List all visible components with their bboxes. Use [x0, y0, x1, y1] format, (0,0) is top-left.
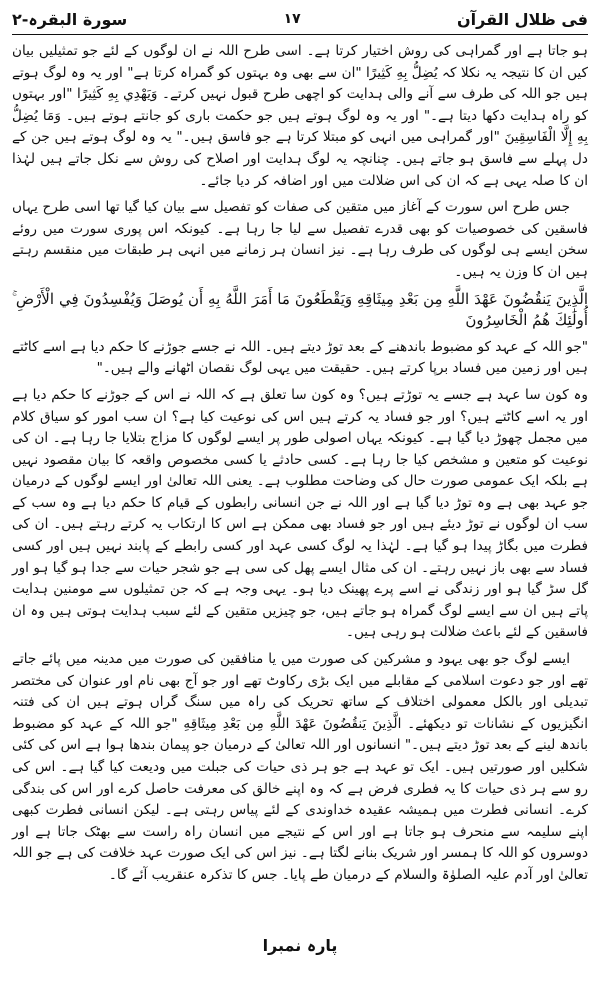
paragraph-2: جس طرح اس سورت کے آغاز میں متقین کی صفات کو تفصیل سے بیان کیا گیا تھا اسی طرح یہاں فاسقین کی خصوصیات کو بھی قدرے تفصیل سے لیا جا رہا ہے۔ کیونکہ اس پوری سورت میں روئے سخن ایسے ہی لوگوں کی طرف رہا ہے۔ نیز انسان ہر زمانے میں انہی ہر طبقات میں منقسم رہتے ہیں ان کا وزن یہ ہیں۔ — [12, 199, 588, 280]
book-title: فی ظلال القرآن — [456, 9, 588, 29]
paragraph-3: وہ کون سا عہد ہے جسے یہ توڑتے ہیں؟ وہ کون سا تعلق ہے کہ اللہ نے اس کے جوڑنے کا حکم دیا ہے اور یہ اسے کاٹتے ہیں؟ اور جو فساد یہ کرتے ہیں اس کی نوعیت کیا ہے؟ ان سب امور کو سیاق کلام میں مجمل چھوڑ دیا گیا ہے۔ کیونکہ یہاں اصولی طور پر ایسے لوگوں کا مزاج بتلایا جا رہا ہے۔ ان کی نوعیت کو متعین و مشخص کیا جا رہا ہے۔ کسی حادثے یا کسی مخصوص واقعہ کا بیان مقصود نہیں ہے بلکہ ایک عمومی صورت حال کی وضاحت مطلوب ہے۔ یعنی اللہ تعالیٰ اور ایسے لوگوں کے درمیان جو عہد بھی ہے وہ توڑ دیا گیا ہے اور اللہ نے جن انسانی رابطوں کے قیام کا حکم دیا ہے وہ سب کے سب ان لوگوں نے توڑ دیئے ہیں اور جو فساد بھی ممکن ہے اس کا ارتکاب یہ کرتے رہتے ہیں۔ ان کی فطرت میں بگاڑ پیدا ہو گیا ہے۔ لہٰذا یہ لوگ کسی عہد اور کسی رابطے کے پابند نہیں ہیں اور کسی فساد سے بھی باز نہیں رہتے۔ ان کی مثال ایسے پھل کی سی ہے جو شجر حیات سے جدا ہو گیا ہو اور گل سڑ گیا ہو اور زندگی نے اسے پرے پھینک دیا ہو۔ یہی وجہ ہے کہ جن تمثیلوں سے مومنین ہدایت پاتے ہیں ان سے ایسے لوگ گمراہ ہو جاتے ہیں، جو چیزیں متقین کے لئے سبب ہدایت ہوتی ہیں وہ ان فاسقین کے لئے باعث ضلالت ہو رہی ہیں۔ — [12, 386, 588, 641]
quran-verse: الَّذِينَ يَنقُضُونَ عَهْدَ اللَّهِ مِن بَعْدِ مِيثَاقِهِ وَيَقْطَعُونَ مَا أَمَرَ اللَّهُ بِهِ أَن يُوصَلَ وَيُفْسِدُونَ فِي الْأَرْضِ ۚ أُولَٰئِكَ هُمُ الْخَاسِرُونَ — [12, 289, 588, 330]
verse-translation: "جو اللہ کے عہد کو مضبوط باندھنے کے بعد توڑ دیتے ہیں۔ اللہ نے جسے جوڑنے کا حکم دیا ہے اسے کاٹتے ہیں اور زمین میں فساد برپا کرتے ہیں۔ حقیقت میں یہی لوگ نقصان اٹھانے والے ہیں۔" — [12, 338, 588, 377]
paragraph-4: ایسے لوگ جو بھی یہود و مشرکین کی صورت میں یا منافقین کی صورت میں مدینہ میں پائے جاتے تھے اور جو دعوت اسلامی کے مقابلے میں ایک بڑی رکاوٹ تھے اور جو آج بھی نام اور عنوان کی مختصر تبدیلی اور بالکل معمولی اختلاف کے ساتھ تحریک کی راہ میں سنگ گراں ہوتے ہیں ان کی فتنہ انگیزیوں کے نشانات تو دیکھئے۔ الَّذِينَ يَنقُضُونَ عَهْدَ اللَّهِ مِن بَعْدِ مِيثَاقِهِ "جو اللہ کے عہد کو مضبوط باندھ لینے کے بعد توڑ دیتے ہیں۔" انسانوں اور اللہ تعالیٰ کے درمیان جو پیمان بندھا ہوا ہے اس کی کئی شکلیں اور صورتیں ہیں۔ ایک تو عہد ہے جو ہر ذی حیات کی جبلت میں ودیعت کیا گیا ہے۔ اس کی رو سے ہر ذی حیات کا یہ فطری فرض ہے کہ وہ اپنے خالق کی معرفت حاصل کرے اور اس کی بندگی کرے۔ انسانی فطرت میں ہمیشہ عقیدہ خداوندی کے لئے پیاس رہتی ہے۔ لیکن انسانی فطرت کبھی اپنے سلیمہ سے منحرف ہو جاتا ہے اور اس کے نتیجے میں انسان راہ راست سے بھٹک جاتا ہے اور دوسروں کو اللہ کا ہمسر اور شریک بنانے لگتا ہے۔ نیز اس کی ایک صورت عہد خلافت کی ہے جو اللہ تعالیٰ اور آدم علیہ الصلوٰۃ والسلام کے درمیان طے پایا۔ جس کا تذکرہ عنقریب آئے گا۔ — [12, 651, 588, 883]
page-number: ۱۷ — [283, 11, 301, 27]
header-divider — [12, 34, 588, 35]
surah-label: سورة البقرہ-۲ — [12, 9, 128, 29]
running-head — [12, 6, 588, 32]
page-body — [12, 41, 588, 883]
paragraph-1: ہو جاتا ہے اور گمراہی کی روش اختیار کرتا ہے۔ اسی طرح اللہ نے ان لوگوں کے لئے جو تمثیلیں بیان کیں ان کا نتیجہ یہ نکلا کہ يُضِلُّ بِهِ كَثِيرًا "ان سے بھی وہ بہتوں کو گمراہ کرتا ہے" اور یہ وہ لوگ ہوتے ہیں جو اللہ کی طرف سے آنے والی ہدایت کو اچھی طرح قبول نہیں کرتے۔ وَيَهْدِي بِهِ كَثِيرًا "اور بہتوں کو راہ ہدایت دکھا دیتا ہے۔" اور یہ وہ لوگ ہوتے ہیں جو حکمت باری کو جانتے ہوتے ہیں۔ وَمَا يُضِلُّ بِهِ إِلَّا الْفَاسِقِينَ "اور گمراہی میں انہی کو مبتلا کرتا ہے جو فاسق ہیں۔" یہ وہ لوگ ہوتے ہیں جن کے دل پہلے سے فاسق ہو جاتے ہیں۔ چنانچہ یہ لوگ ہدایت اور اصلاح کی روش سے نکل جاتے ہیں لہٰذا ان کا صلہ یہی ہے کہ ان کی اس ضلالت میں اور اضافہ کر دیا جائے۔ — [12, 43, 588, 189]
page-footer: پارہ نمبرا — [262, 936, 338, 955]
